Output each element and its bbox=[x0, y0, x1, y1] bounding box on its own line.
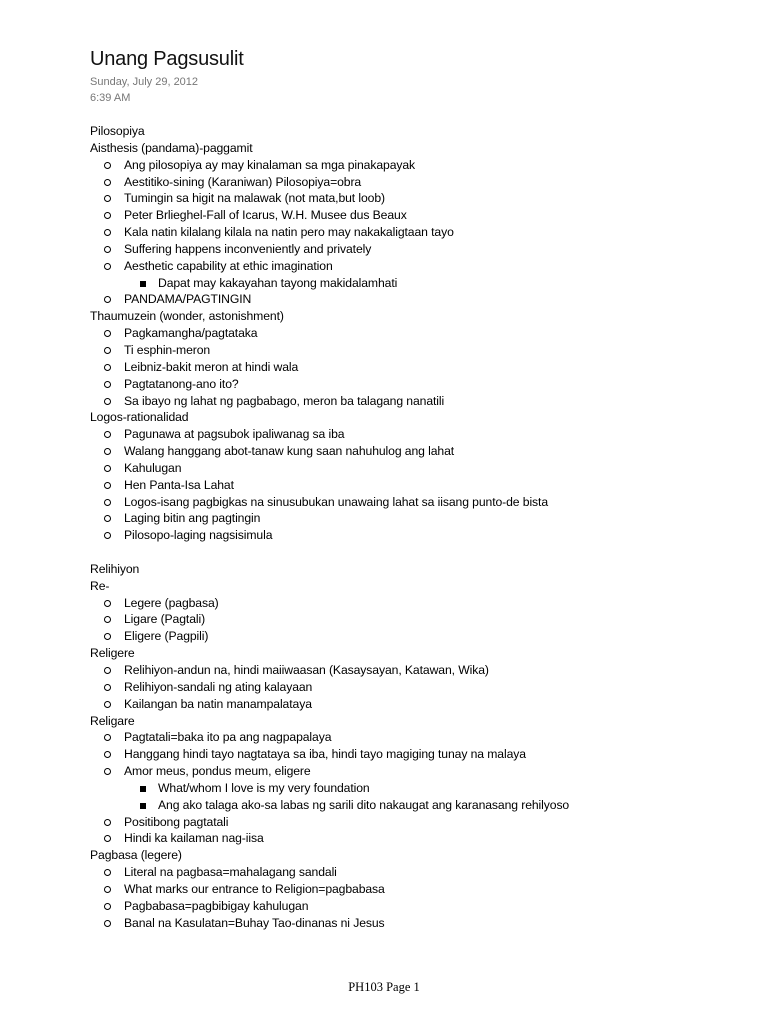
circle-bullet-icon bbox=[104, 195, 111, 202]
circle-bullet-icon bbox=[104, 819, 111, 826]
outline-text: Relihiyon-sandali ng ating kalayaan bbox=[124, 679, 313, 694]
outline-item bbox=[90, 595, 730, 612]
circle-bullet-icon bbox=[104, 296, 111, 303]
outline-text: Peter Brlieghel-Fall of Icarus, W.H. Musee dus Beaux bbox=[124, 208, 407, 223]
outline-text: Kailangan ba natin manampalataya bbox=[124, 696, 312, 711]
circle-bullet-icon bbox=[104, 347, 111, 354]
outline-text: Positibong pagtatali bbox=[124, 814, 229, 829]
outline-heading bbox=[90, 140, 730, 157]
page-title: Unang Pagsusulit bbox=[90, 48, 244, 70]
outline-text: Pilosopiya bbox=[90, 124, 145, 138]
circle-bullet-icon bbox=[104, 633, 111, 640]
circle-bullet-icon bbox=[104, 667, 111, 674]
outline-item bbox=[90, 174, 730, 191]
outline-heading bbox=[90, 308, 730, 325]
outline-item bbox=[90, 510, 730, 527]
circle-bullet-icon bbox=[104, 465, 111, 472]
outline-text: Aisthesis (pandama)-paggamit bbox=[90, 140, 253, 155]
circle-bullet-icon bbox=[104, 616, 111, 623]
outline-item bbox=[90, 224, 730, 241]
circle-bullet-icon bbox=[104, 431, 111, 438]
outline-text: Relihiyon bbox=[90, 561, 140, 576]
outline-text: Hanggang hindi tayo nagtataya sa iba, hindi tayo magiging tunay na malaya bbox=[124, 747, 526, 762]
outline-item bbox=[90, 611, 730, 628]
outline-text: Tumingin sa higit na malawak (not mata,but loob) bbox=[124, 191, 385, 206]
outline-text: Kala natin kilalang kilala na natin pero may nakakaligtaan tayo bbox=[124, 225, 454, 240]
outline-text: Pagkamangha/pagtataka bbox=[124, 326, 258, 341]
note-body bbox=[90, 123, 730, 932]
circle-bullet-icon bbox=[104, 212, 111, 219]
outline-text: What/whom I love is my very foundation bbox=[158, 780, 370, 795]
outline-item bbox=[90, 898, 730, 915]
circle-bullet-icon bbox=[104, 600, 111, 607]
outline-item bbox=[90, 881, 730, 898]
outline-text: Logos-isang pagbigkas na sinusubukan unawaing lahat sa iisang punto-de bista bbox=[124, 494, 549, 509]
outline-text: Laging bitin ang pagtingin bbox=[124, 511, 261, 526]
outline-item bbox=[90, 460, 730, 477]
square-bullet-icon bbox=[140, 803, 146, 809]
outline-text: Pagtatali=baka ito pa ang nagpapalaya bbox=[124, 730, 332, 745]
outline-text: Suffering happens inconveniently and privately bbox=[124, 241, 372, 256]
outline-text: Pagbasa (legere) bbox=[90, 848, 182, 863]
outline-text: Re- bbox=[90, 578, 110, 593]
outline-text: Pagtatanong-ano ito? bbox=[124, 376, 239, 391]
outline-text: Religere bbox=[90, 646, 135, 661]
outline-heading bbox=[90, 409, 730, 426]
circle-bullet-icon bbox=[104, 734, 111, 741]
outline-text: Ang pilosopiya ay may kinalaman sa mga pinakapayak bbox=[124, 157, 416, 172]
outline-text: Religare bbox=[90, 713, 135, 728]
circle-bullet-icon bbox=[104, 920, 111, 927]
outline-text: Pagunawa at pagsubok ipaliwanag sa iba bbox=[124, 427, 345, 442]
circle-bullet-icon bbox=[104, 448, 111, 455]
outline-item bbox=[90, 797, 730, 814]
outline-item bbox=[90, 915, 730, 932]
outline-text: PANDAMA/PAGTINGIN bbox=[124, 292, 252, 307]
circle-bullet-icon bbox=[104, 701, 111, 708]
outline-text: Ligare (Pagtali) bbox=[124, 612, 206, 627]
circle-bullet-icon bbox=[104, 835, 111, 842]
outline-item bbox=[90, 494, 730, 511]
circle-bullet-icon bbox=[104, 263, 111, 270]
outline-item bbox=[90, 342, 730, 359]
outline-item bbox=[90, 291, 730, 308]
outline-item bbox=[90, 275, 730, 292]
outline-text: Aesthetic capability at ethic imagination bbox=[124, 258, 333, 273]
outline-text: Hen Panta-Isa Lahat bbox=[124, 477, 234, 492]
outline-item bbox=[90, 258, 730, 275]
outline-heading bbox=[90, 561, 730, 578]
outline-text: Thaumuzein (wonder, astonishment) bbox=[90, 309, 284, 324]
outline-item bbox=[90, 830, 730, 847]
outline-text: Kahulugan bbox=[124, 460, 182, 475]
square-bullet-icon bbox=[140, 281, 146, 287]
circle-bullet-icon bbox=[104, 229, 111, 236]
circle-bullet-icon bbox=[104, 869, 111, 876]
circle-bullet-icon bbox=[104, 532, 111, 539]
circle-bullet-icon bbox=[104, 903, 111, 910]
outline-text: Amor meus, pondus meum, eligere bbox=[124, 764, 311, 779]
circle-bullet-icon bbox=[104, 482, 111, 489]
outline-text: Ang ako talaga ako-sa labas ng sarili dito nakaugat ang karanasang rehilyoso bbox=[158, 797, 570, 812]
outline-item bbox=[90, 628, 730, 645]
circle-bullet-icon bbox=[104, 499, 111, 506]
outline-item bbox=[90, 696, 730, 713]
outline-heading bbox=[90, 578, 730, 595]
circle-bullet-icon bbox=[104, 886, 111, 893]
outline-text: Pilosopo-laging nagsisimula bbox=[124, 528, 273, 543]
outline-item bbox=[90, 729, 730, 746]
outline-item bbox=[90, 241, 730, 258]
outline-text: Literal na pagbasa=mahalagang sandali bbox=[124, 865, 337, 880]
outline-heading bbox=[90, 713, 730, 730]
outline-item bbox=[90, 662, 730, 679]
outline-heading bbox=[90, 544, 730, 561]
note-time: 6:39 AM bbox=[90, 92, 131, 104]
outline-text: Relihiyon-andun na, hindi maiiwaasan (Kasaysayan, Katawan, Wika) bbox=[124, 663, 489, 677]
outline-item bbox=[90, 443, 730, 460]
outline-text: Dapat may kakayahan tayong makidalamhati bbox=[158, 275, 398, 290]
outline-text: Sa ibayo ng lahat ng pagbabago, meron ba talagang nanatili bbox=[124, 393, 445, 408]
circle-bullet-icon bbox=[104, 246, 111, 253]
outline-text: Walang hanggang abot-tanaw kung saan nahuhulog ang lahat bbox=[124, 444, 455, 459]
outline-item bbox=[90, 780, 730, 797]
circle-bullet-icon bbox=[104, 381, 111, 388]
circle-bullet-icon bbox=[104, 398, 111, 405]
outline-text: Eligere (Pagpili) bbox=[124, 629, 209, 644]
circle-bullet-icon bbox=[104, 751, 111, 758]
square-bullet-icon bbox=[140, 786, 146, 792]
outline-item bbox=[90, 527, 730, 544]
outline-heading bbox=[90, 847, 730, 864]
page-footer: PH103 Page 1 bbox=[348, 980, 420, 994]
circle-bullet-icon bbox=[104, 768, 111, 775]
outline-text: Logos-rationalidad bbox=[90, 410, 189, 425]
outline-item bbox=[90, 814, 730, 831]
outline-item bbox=[90, 376, 730, 393]
outline-item bbox=[90, 426, 730, 443]
outline-item bbox=[90, 207, 730, 224]
outline-item bbox=[90, 746, 730, 763]
outline-item bbox=[90, 763, 730, 780]
outline-item bbox=[90, 359, 730, 376]
circle-bullet-icon bbox=[104, 684, 111, 691]
outline-text: Leibniz-bakit meron at hindi wala bbox=[124, 359, 299, 374]
outline-item bbox=[90, 679, 730, 696]
outline-item bbox=[90, 477, 730, 494]
circle-bullet-icon bbox=[104, 330, 111, 337]
circle-bullet-icon bbox=[104, 364, 111, 371]
outline-text: Hindi ka kailaman nag-iisa bbox=[124, 831, 264, 846]
note-date: Sunday, July 29, 2012 bbox=[90, 76, 199, 88]
outline-text: Pagbabasa=pagbibigay kahulugan bbox=[124, 898, 309, 913]
outline-text: Aestitiko-sining (Karaniwan) Pilosopiya=obra bbox=[124, 174, 362, 189]
outline-text: Legere (pagbasa) bbox=[124, 595, 219, 610]
outline-heading bbox=[90, 123, 730, 140]
outline-heading bbox=[90, 645, 730, 662]
outline-item bbox=[90, 157, 730, 174]
outline-text: What marks our entrance to Religion=pagbabasa bbox=[124, 881, 385, 896]
outline-text: Banal na Kasulatan=Buhay Tao-dinanas ni Jesus bbox=[124, 915, 385, 930]
circle-bullet-icon bbox=[104, 179, 111, 186]
circle-bullet-icon bbox=[104, 162, 111, 169]
outline-item bbox=[90, 190, 730, 207]
outline-item bbox=[90, 864, 730, 881]
outline-item bbox=[90, 325, 730, 342]
circle-bullet-icon bbox=[104, 515, 111, 522]
outline-item bbox=[90, 393, 730, 410]
outline-text: Ti esphin-meron bbox=[124, 342, 211, 357]
